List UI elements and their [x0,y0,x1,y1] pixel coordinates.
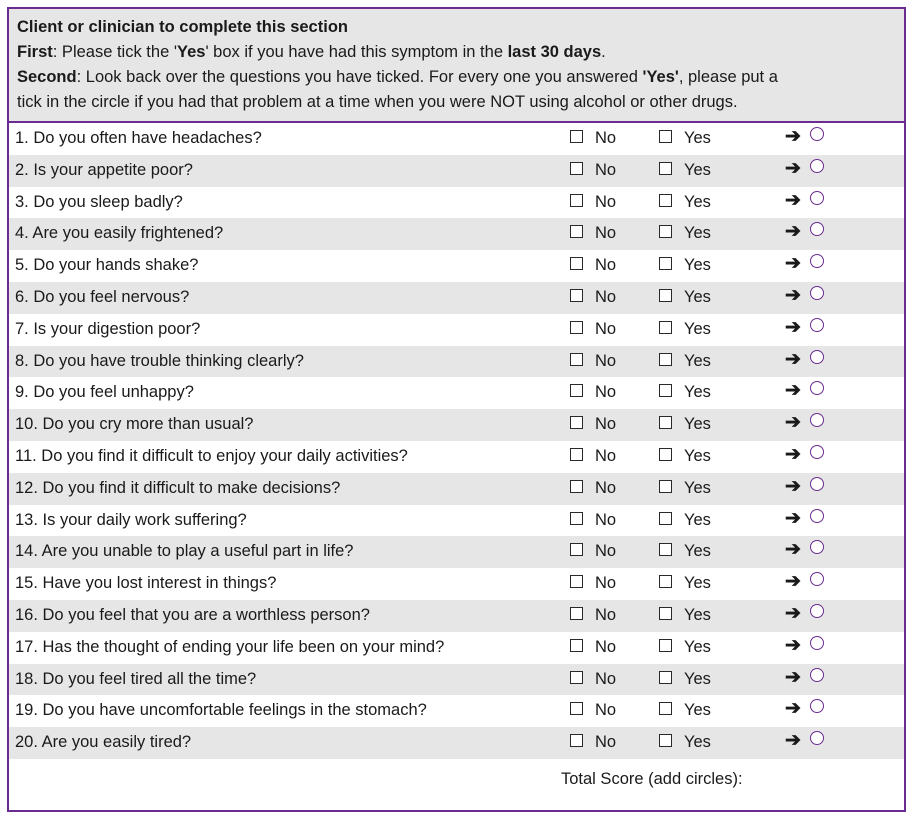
yes-label: Yes [684,637,711,656]
instruction-second-cont: tick in the circle if you had that problem at a time when you were NOT using alcohol or other drugs. [17,93,738,111]
not-using-circle[interactable] [810,222,824,236]
arrow-right-icon: ➔ [785,698,801,720]
table-row [9,441,904,473]
yes-label: Yes [684,287,711,306]
no-label: No [595,478,617,497]
question-text: 7. Is your digestion poor? [15,319,201,338]
yes-checkbox[interactable] [659,416,672,429]
not-using-circle[interactable] [810,509,824,523]
no-checkbox[interactable] [570,225,583,238]
no-label: No [595,510,617,529]
table-row [9,123,904,155]
no-label: No [595,383,617,402]
no-checkbox[interactable] [570,162,583,175]
not-using-circle[interactable] [810,159,824,173]
question-text: 14. Are you unable to play a useful part in life? [15,542,354,561]
arrow-right-icon: ➔ [785,221,801,243]
arrow-right-icon: ➔ [785,284,801,306]
yes-label: Yes [684,669,711,688]
not-using-circle[interactable] [810,668,824,682]
no-label: No [595,224,617,243]
table-row [9,695,904,727]
no-checkbox[interactable] [570,448,583,461]
arrow-right-icon: ➔ [785,253,801,275]
yes-label: Yes [684,446,711,465]
no-checkbox[interactable] [570,384,583,397]
not-using-circle[interactable] [810,636,824,650]
yes-label: Yes [684,383,711,402]
yes-checkbox[interactable] [659,353,672,366]
not-using-circle[interactable] [810,286,824,300]
yes-label: Yes [684,478,711,497]
yes-label: Yes [684,319,711,338]
no-label: No [595,129,617,147]
not-using-circle[interactable] [810,413,824,427]
no-label: No [595,351,617,370]
table-row [9,473,904,505]
no-checkbox[interactable] [570,512,583,525]
not-using-circle[interactable] [810,572,824,586]
no-label: No [595,256,617,275]
yes-checkbox[interactable] [659,480,672,493]
no-label: No [595,605,617,624]
arrow-right-icon: ➔ [785,157,801,179]
table-row [9,505,904,537]
table-row [9,409,904,441]
arrow-right-icon: ➔ [785,539,801,561]
question-text: 15. Have you lost interest in things? [15,574,277,593]
no-checkbox[interactable] [570,416,583,429]
yes-label: Yes [684,129,711,147]
yes-checkbox[interactable] [659,734,672,747]
question-text: 20. Are you easily tired? [15,733,192,752]
arrow-right-icon: ➔ [785,348,801,370]
question-text: 8. Do you have trouble thinking clearly? [15,351,304,370]
not-using-circle[interactable] [810,127,824,141]
table-row [9,632,904,664]
no-label: No [595,542,617,561]
yes-checkbox[interactable] [659,130,672,143]
arrow-right-icon: ➔ [785,443,801,465]
no-checkbox[interactable] [570,480,583,493]
question-text: 1. Do you often have headaches? [15,129,262,147]
yes-checkbox[interactable] [659,289,672,302]
arrow-right-icon: ➔ [785,634,801,656]
no-checkbox[interactable] [570,671,583,684]
no-label: No [595,415,617,434]
yes-label: Yes [684,510,711,529]
yes-checkbox[interactable] [659,384,672,397]
table-row [9,218,904,250]
question-text: 16. Do you feel that you are a worthless person? [15,605,370,624]
arrow-right-icon: ➔ [785,602,801,624]
no-label: No [595,287,617,306]
table-row [9,536,904,568]
yes-checkbox[interactable] [659,512,672,525]
yes-checkbox[interactable] [659,639,672,652]
no-label: No [595,669,617,688]
no-checkbox[interactable] [570,257,583,270]
arrow-right-icon: ➔ [785,507,801,529]
yes-checkbox[interactable] [659,225,672,238]
arrow-right-icon: ➔ [785,475,801,497]
instructions-header [9,9,904,123]
yes-label: Yes [684,542,711,561]
arrow-right-icon: ➔ [785,126,801,147]
yes-label: Yes [684,415,711,434]
no-label: No [595,319,617,338]
question-text: 11. Do you find it difficult to enjoy your daily activities? [15,446,408,465]
section-title: Client or clinician to complete this section [17,18,348,36]
yes-checkbox[interactable] [659,321,672,334]
no-label: No [595,574,617,593]
question-text: 9. Do you feel unhappy? [15,383,194,402]
not-using-circle[interactable] [810,604,824,618]
question-text: 5. Do your hands shake? [15,256,199,275]
not-using-circle[interactable] [810,731,824,745]
question-text: 19. Do you have uncomfortable feelings in the stomach? [15,701,427,720]
not-using-circle[interactable] [810,699,824,713]
yes-checkbox[interactable] [659,448,672,461]
yes-label: Yes [684,256,711,275]
question-text: 3. Do you sleep badly? [15,192,183,211]
no-checkbox[interactable] [570,353,583,366]
no-label: No [595,160,617,179]
not-using-circle[interactable] [810,350,824,364]
not-using-circle[interactable] [810,191,824,205]
yes-checkbox[interactable] [659,607,672,620]
yes-checkbox[interactable] [659,162,672,175]
no-checkbox[interactable] [570,639,583,652]
table-row [9,664,904,696]
question-text: 10. Do you cry more than usual? [15,415,254,434]
table-row [9,377,904,409]
not-using-circle[interactable] [810,318,824,332]
not-using-circle[interactable] [810,381,824,395]
no-label: No [595,701,617,720]
table-row [9,250,904,282]
yes-label: Yes [684,701,711,720]
not-using-circle[interactable] [810,540,824,554]
yes-label: Yes [684,733,711,752]
no-checkbox[interactable] [570,734,583,747]
instruction-first: First: Please tick the 'Yes' box if you have had this symptom in the last 30 days. [17,43,606,61]
no-checkbox[interactable] [570,702,583,715]
no-checkbox[interactable] [570,194,583,207]
yes-label: Yes [684,574,711,593]
instruction-second: Second: Look back over the questions you have ticked. For every one you answered 'Yes', please put a [17,68,778,86]
table-row [9,727,904,759]
question-list [9,123,904,759]
no-checkbox[interactable] [570,607,583,620]
yes-checkbox[interactable] [659,257,672,270]
table-row [9,568,904,600]
yes-label: Yes [684,192,711,211]
no-label: No [595,637,617,656]
question-text: 18. Do you feel tired all the time? [15,669,257,688]
yes-checkbox[interactable] [659,194,672,207]
questionnaire-frame [7,7,906,812]
arrow-right-icon: ➔ [785,571,801,593]
no-checkbox[interactable] [570,575,583,588]
yes-label: Yes [684,160,711,179]
yes-checkbox[interactable] [659,671,672,684]
no-label: No [595,446,617,465]
total-score-label: Total Score (add circles): [561,770,743,788]
yes-checkbox[interactable] [659,575,672,588]
arrow-right-icon: ➔ [785,189,801,211]
arrow-right-icon: ➔ [785,412,801,434]
yes-checkbox[interactable] [659,702,672,715]
table-row [9,155,904,187]
arrow-right-icon: ➔ [785,316,801,338]
question-text: 6. Do you feel nervous? [15,287,190,306]
yes-label: Yes [684,224,711,243]
yes-checkbox[interactable] [659,543,672,556]
yes-label: Yes [684,605,711,624]
not-using-circle[interactable] [810,477,824,491]
table-row [9,314,904,346]
arrow-right-icon: ➔ [785,730,801,752]
no-checkbox[interactable] [570,130,583,143]
no-label: No [595,192,617,211]
no-checkbox[interactable] [570,289,583,302]
question-text: 17. Has the thought of ending your life been on your mind? [15,637,445,656]
no-checkbox[interactable] [570,321,583,334]
question-text: 4. Are you easily frightened? [15,224,224,243]
table-row [9,600,904,632]
not-using-circle[interactable] [810,254,824,268]
table-row [9,346,904,378]
no-checkbox[interactable] [570,543,583,556]
question-text: 13. Is your daily work suffering? [15,510,247,529]
question-text: 12. Do you find it difficult to make decisions? [15,478,341,497]
table-row [9,187,904,219]
no-label: No [595,733,617,752]
arrow-right-icon: ➔ [785,380,801,402]
not-using-circle[interactable] [810,445,824,459]
yes-label: Yes [684,351,711,370]
table-row [9,282,904,314]
question-text: 2. Is your appetite poor? [15,160,193,179]
arrow-right-icon: ➔ [785,666,801,688]
